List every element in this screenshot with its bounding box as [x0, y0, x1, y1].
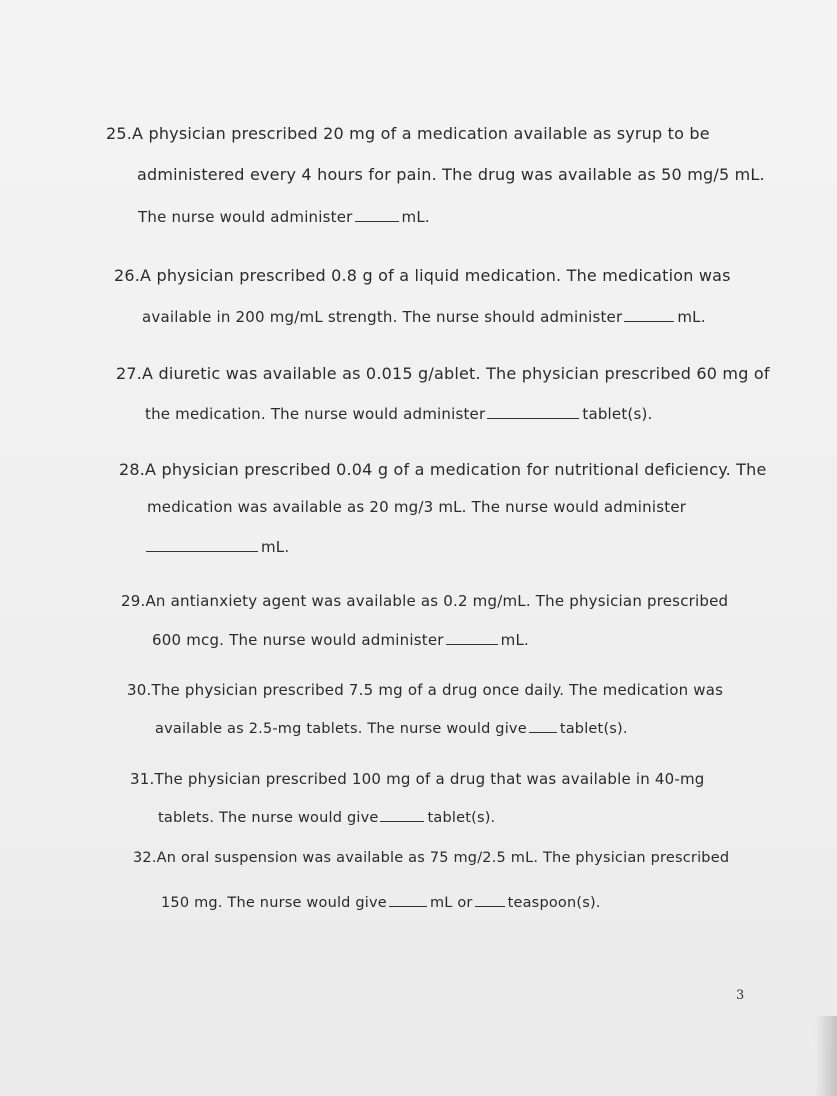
question-text: The physician prescribed 7.5 mg of a drug once daily. The medication was — [151, 681, 724, 699]
question-29-line-2 — [152, 630, 529, 649]
unit-label: mL. — [500, 631, 529, 649]
question-30-line-1 — [127, 681, 723, 699]
answer-blank[interactable] — [475, 892, 505, 907]
question-32-line-1 — [133, 850, 729, 866]
question-number: 29. — [121, 592, 146, 610]
unit-label: mL. — [401, 208, 430, 226]
question-31-line-1 — [130, 770, 705, 788]
question-text: An oral suspension was available as 75 mg/2.5 mL. The physician prescribed — [156, 850, 730, 866]
question-27-line-2 — [145, 404, 653, 423]
question-text: 150 mg. The nurse would give — [161, 895, 387, 911]
question-text: tablets. The nurse would give — [158, 810, 379, 826]
question-text: A physician prescribed 0.04 g of a medication for nutritional deficiency. The — [145, 460, 767, 479]
question-text: A physician prescribed 0.8 g of a liquid medication. The medication was — [140, 266, 731, 285]
question-number: 32. — [133, 850, 157, 866]
question-text: medication was available as 20 mg/3 mL. The nurse would administer — [147, 498, 687, 516]
question-number: 26. — [114, 266, 141, 285]
question-28-line-3 — [146, 537, 289, 556]
question-28-line-2 — [147, 498, 686, 516]
unit-label: teaspoon(s). — [507, 895, 601, 911]
question-text: 600 mcg. The nurse would administer — [152, 631, 444, 649]
question-32-line-2 — [161, 892, 601, 911]
unit-label: mL. — [677, 308, 706, 326]
question-29-line-1 — [121, 592, 728, 610]
answer-blank[interactable] — [529, 718, 557, 733]
question-27-line-1 — [116, 364, 770, 383]
question-30-line-2 — [155, 718, 628, 737]
unit-label: mL or — [429, 895, 473, 911]
question-text: available in 200 mg/mL strength. The nurse should administer — [142, 308, 623, 326]
question-number: 25. — [106, 124, 133, 143]
answer-blank[interactable] — [446, 630, 498, 645]
answer-blank[interactable] — [146, 537, 258, 552]
question-text: The nurse would administer — [138, 208, 353, 226]
question-text: administered every 4 hours for pain. The drug was available as 50 mg/5 mL. — [137, 165, 765, 184]
question-text: available as 2.5-mg tablets. The nurse would give — [155, 721, 527, 737]
question-text: the medication. The nurse would administer — [145, 405, 486, 423]
unit-label: tablet(s). — [582, 405, 653, 423]
question-28-line-1 — [119, 460, 767, 479]
answer-blank[interactable] — [624, 307, 674, 322]
page-edge-shadow — [815, 1016, 837, 1096]
answer-blank[interactable] — [389, 892, 427, 907]
question-text: A diuretic was available as 0.015 g/ablet. The physician prescribed 60 mg of — [142, 364, 770, 383]
question-text: An antianxiety agent was available as 0.2 mg/mL. The physician prescribed — [145, 592, 729, 610]
unit-label: tablet(s). — [559, 721, 628, 737]
answer-blank[interactable] — [355, 207, 399, 222]
question-31-line-2 — [158, 807, 495, 826]
question-25-line-2 — [137, 165, 765, 184]
question-number: 27. — [116, 364, 143, 383]
page-number: 3 — [736, 988, 745, 1003]
question-text: A physician prescribed 20 mg of a medication available as syrup to be — [132, 124, 710, 143]
question-number: 31. — [130, 770, 155, 788]
answer-blank[interactable] — [487, 404, 579, 419]
question-26-line-2 — [142, 307, 706, 326]
question-25-line-3 — [138, 207, 430, 226]
unit-label: tablet(s). — [427, 810, 496, 826]
answer-blank[interactable] — [380, 807, 424, 822]
question-number: 28. — [119, 460, 146, 479]
question-text: The physician prescribed 100 mg of a drug that was available in 40-mg — [154, 770, 705, 788]
question-26-line-1 — [114, 266, 731, 285]
question-number: 30. — [127, 681, 152, 699]
question-25-line-1 — [106, 124, 710, 143]
unit-label: mL. — [261, 538, 290, 556]
